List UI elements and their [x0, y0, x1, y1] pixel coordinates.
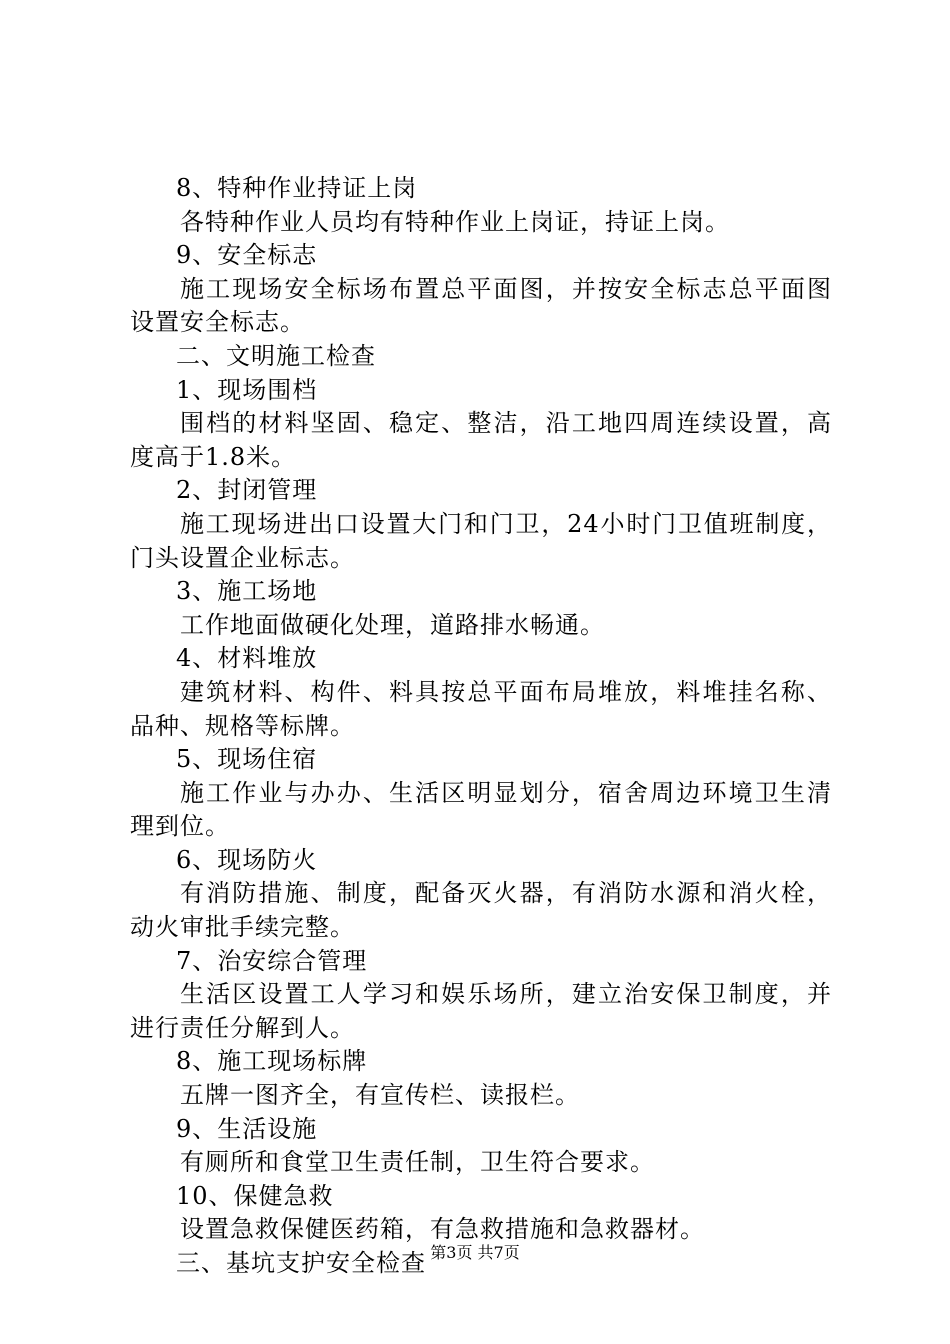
- section-heading: 8、施工现场标牌: [176, 1047, 368, 1076]
- paragraph-line: 施工现场进出口设置大门和门卫，24小时门卫值班制度，: [180, 509, 832, 538]
- paragraph-line: 各特种作业人员均有特种作业上岗证，持证上岗。: [180, 207, 730, 236]
- paragraph-line: 生活区设置工人学习和娱乐场所，建立治安保卫制度，并: [180, 980, 832, 1009]
- section-heading: 5、现场住宿: [176, 745, 318, 774]
- paragraph-line: 设置急救保健医药箱，有急救措施和急救器材。: [180, 1215, 705, 1244]
- section-heading: 4、材料堆放: [176, 644, 318, 673]
- section-heading: 6、现场防火: [176, 845, 318, 874]
- paragraph-line: 工作地面做硬化处理，道路排水畅通。: [180, 610, 605, 639]
- section-heading: 7、治安综合管理: [176, 946, 368, 975]
- paragraph-continuation: 设置安全标志。: [130, 308, 305, 337]
- paragraph-continuation: 动火审批手续完整。: [130, 913, 355, 942]
- paragraph-line: 施工现场安全标场布置总平面图，并按安全标志总平面图: [180, 274, 832, 303]
- paragraph-continuation: 理到位。: [130, 812, 230, 841]
- section-heading: 2、封闭管理: [176, 476, 318, 505]
- section-heading: 二、文明施工检查: [176, 341, 376, 370]
- section-heading: 8、特种作业持证上岗: [176, 174, 418, 202]
- paragraph-continuation: 品种、规格等标牌。: [130, 711, 355, 740]
- section-heading: 9、生活设施: [176, 1114, 318, 1143]
- paragraph-continuation: 门头设置企业标志。: [130, 543, 355, 572]
- section-heading: 10、保健急救: [176, 1181, 334, 1210]
- section-heading: 9、安全标志: [176, 241, 318, 270]
- paragraph-line: 建筑材料、构件、料具按总平面布局堆放，料堆挂名称、: [180, 677, 832, 706]
- document-body: [130, 172, 832, 1281]
- section-heading: 1、现场围档: [176, 375, 318, 404]
- section-heading: 3、施工场地: [176, 577, 318, 606]
- paragraph-continuation: 进行责任分解到人。: [130, 1013, 355, 1042]
- paragraph-line: 五牌一图齐全，有宣传栏、读报栏。: [180, 1081, 580, 1110]
- paragraph-line: 施工作业与办办、生活区明显划分，宿舍周边环境卫生清: [180, 778, 832, 807]
- paragraph-line: 围档的材料坚固、稳定、整洁，沿工地四周连续设置，高: [180, 409, 832, 438]
- paragraph-continuation: 度高于1.8米。: [130, 442, 297, 471]
- page-footer: 第3页 共7页: [430, 1243, 520, 1262]
- section-heading: 三、基坑支护安全检查: [176, 1249, 426, 1277]
- paragraph-line: 有消防措施、制度，配备灭火器，有消防水源和消火栓，: [180, 879, 832, 908]
- paragraph-line: 有厕所和食堂卫生责任制，卫生符合要求。: [180, 1148, 655, 1177]
